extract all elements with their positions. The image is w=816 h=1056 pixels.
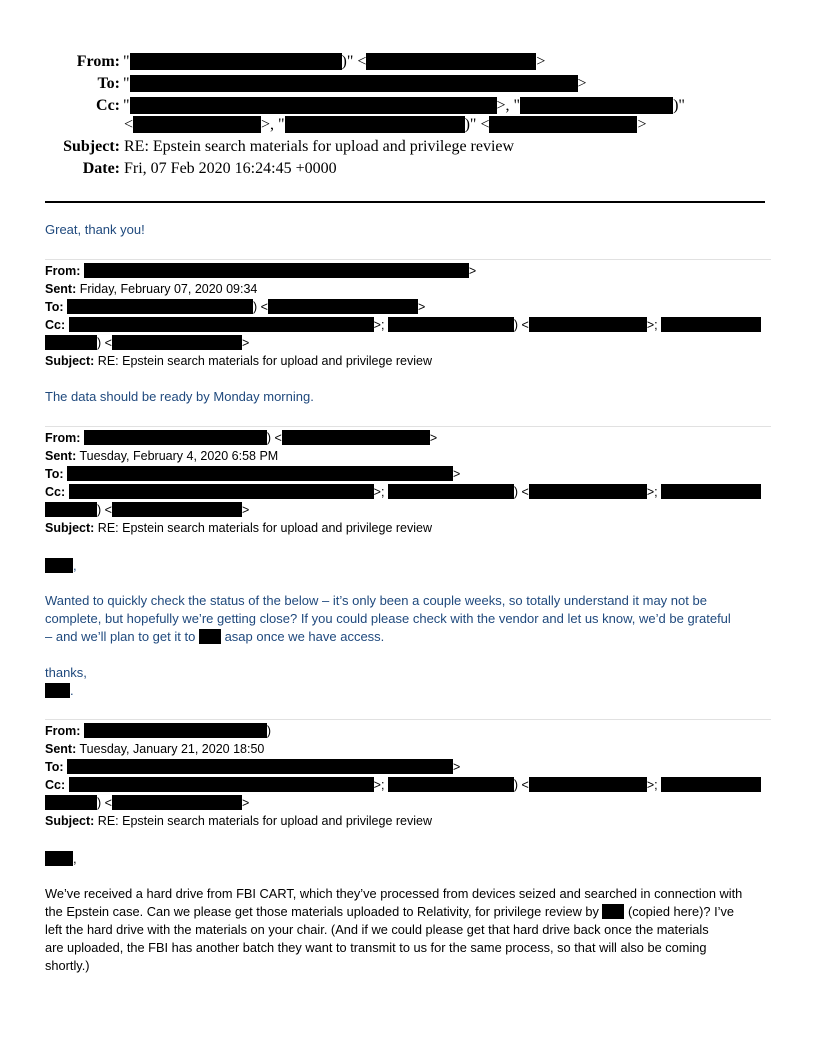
redaction: [45, 851, 73, 866]
header-date: Fri, 07 Feb 2020 16:24:45 +0000: [124, 160, 337, 177]
reply3-signature: .: [45, 682, 74, 700]
redaction: [69, 484, 374, 499]
to-label: To:: [45, 760, 64, 774]
original-body-line4: are uploaded, the FBI has another batch they want to transmit to us for the same process, so that will also be coming: [45, 940, 707, 955]
redaction: [388, 317, 514, 332]
reply3-body-line2: complete, but hopefully we’re getting close? If you could please check with the vendor and let us know, we’d be grateful: [45, 611, 731, 626]
redaction: [84, 723, 267, 738]
original-header: From: ) Sent: Tuesday, January 21, 2020 18:50 To: > Cc: >; ) < >; ) < > Subject: RE: Epstein search materials for upload and privilege review: [45, 722, 775, 830]
original-body-line3: left the hard drive with the materials on your chair. (And if we could please get that hard drive back once the materials: [45, 922, 709, 937]
redaction: [661, 317, 761, 332]
reply2-body: The data should be ready by Monday morning.: [45, 389, 314, 404]
cc-label: Cc:: [45, 778, 66, 792]
header-cc-label: Cc:: [96, 97, 120, 114]
redaction: [84, 263, 469, 278]
redaction: [112, 795, 242, 810]
header-subject: RE: Epstein search materials for upload and privilege review: [124, 138, 515, 155]
redaction: [133, 116, 261, 133]
original-body-line5: shortly.): [45, 958, 90, 973]
to-label: To:: [45, 467, 64, 481]
subject-value: RE: Epstein search materials for upload and privilege review: [97, 814, 432, 828]
redaction: [529, 317, 647, 332]
redaction: [130, 75, 578, 92]
original-salutation: ,: [45, 850, 77, 868]
redaction: [45, 502, 97, 517]
original-body-line1: We’ve received a hard drive from FBI CART, which they’ve processed from devices seized and searched in connection with: [45, 886, 743, 901]
from-label: From:: [45, 264, 81, 278]
redaction: [67, 466, 453, 481]
to-label: To:: [45, 300, 64, 314]
sent-value: Tuesday, February 4, 2020 6:58 PM: [79, 449, 279, 463]
subject-label: Subject:: [45, 814, 95, 828]
sent-label: Sent:: [45, 742, 77, 756]
redaction: [489, 116, 637, 133]
subject-value: RE: Epstein search materials for upload and privilege review: [97, 521, 432, 535]
redaction: [112, 502, 242, 517]
reply3-header: From: ) < > Sent: Tuesday, February 4, 2020 6:58 PM To: > Cc: >; ) < >; ) < > Subject: RE: Epstein search materials for upload and privilege review: [45, 429, 775, 537]
redaction: [388, 777, 514, 792]
reply3-salutation: ,: [45, 557, 77, 575]
cc-label: Cc:: [45, 318, 66, 332]
sent-label: Sent:: [45, 282, 77, 296]
original-body-line2: the Epstein case. Can we please get those materials uploaded to Relativity, for privilege review by (copied here)? I’ve: [45, 904, 735, 919]
cc-label: Cc:: [45, 485, 66, 499]
redaction: [529, 484, 647, 499]
from-label: From:: [45, 431, 81, 445]
redaction: [45, 335, 97, 350]
redaction: [67, 299, 253, 314]
header-subject-label: Subject:: [63, 138, 120, 155]
sent-value: Friday, February 07, 2020 09:34: [79, 282, 258, 296]
header-from-label: From:: [76, 53, 120, 70]
message-separator: [45, 719, 771, 720]
redaction: [69, 777, 374, 792]
redaction: [67, 759, 453, 774]
redaction: [130, 97, 497, 114]
redaction: [112, 335, 242, 350]
redaction: [366, 53, 536, 70]
reply2-header: From: > Sent: Friday, February 07, 2020 09:34 To: ) < > Cc: >; ) < >; ) < > Subject: RE: Epstein search materials for upload and privilege review: [45, 262, 775, 370]
redaction: [199, 629, 221, 644]
header-divider: [45, 201, 765, 203]
redaction: [388, 484, 514, 499]
from-label: From:: [45, 724, 81, 738]
redaction: [84, 430, 267, 445]
subject-label: Subject:: [45, 521, 95, 535]
header-date-label: Date:: [82, 160, 120, 177]
redaction: [661, 777, 761, 792]
redaction: [520, 97, 673, 114]
redaction: [661, 484, 761, 499]
reply3-signoff: thanks,: [45, 665, 87, 680]
header-to-label: To:: [97, 75, 120, 92]
reply3-body-line1: Wanted to quickly check the status of the below – it’s only been a couple weeks, so totally understand it may not be: [45, 593, 707, 608]
reply1-body: Great, thank you!: [45, 222, 145, 237]
message-separator: [45, 426, 771, 427]
redaction: [602, 904, 624, 919]
redaction: [69, 317, 374, 332]
subject-value: RE: Epstein search materials for upload and privilege review: [97, 354, 432, 368]
redaction: [285, 116, 465, 133]
redaction: [529, 777, 647, 792]
reply3-body-line3: – and we’ll plan to get it to asap once we have access.: [45, 629, 385, 644]
header-cc-row-cont: < >, " )" < >: [124, 116, 647, 133]
sent-value: Tuesday, January 21, 2020 18:50: [79, 742, 265, 756]
redaction: [130, 53, 342, 70]
redaction: [45, 683, 70, 698]
redaction: [268, 299, 418, 314]
redaction: [45, 795, 97, 810]
sent-label: Sent:: [45, 449, 77, 463]
subject-label: Subject:: [45, 354, 95, 368]
message-separator: [45, 259, 771, 260]
redaction: [282, 430, 430, 445]
redaction: [45, 558, 73, 573]
